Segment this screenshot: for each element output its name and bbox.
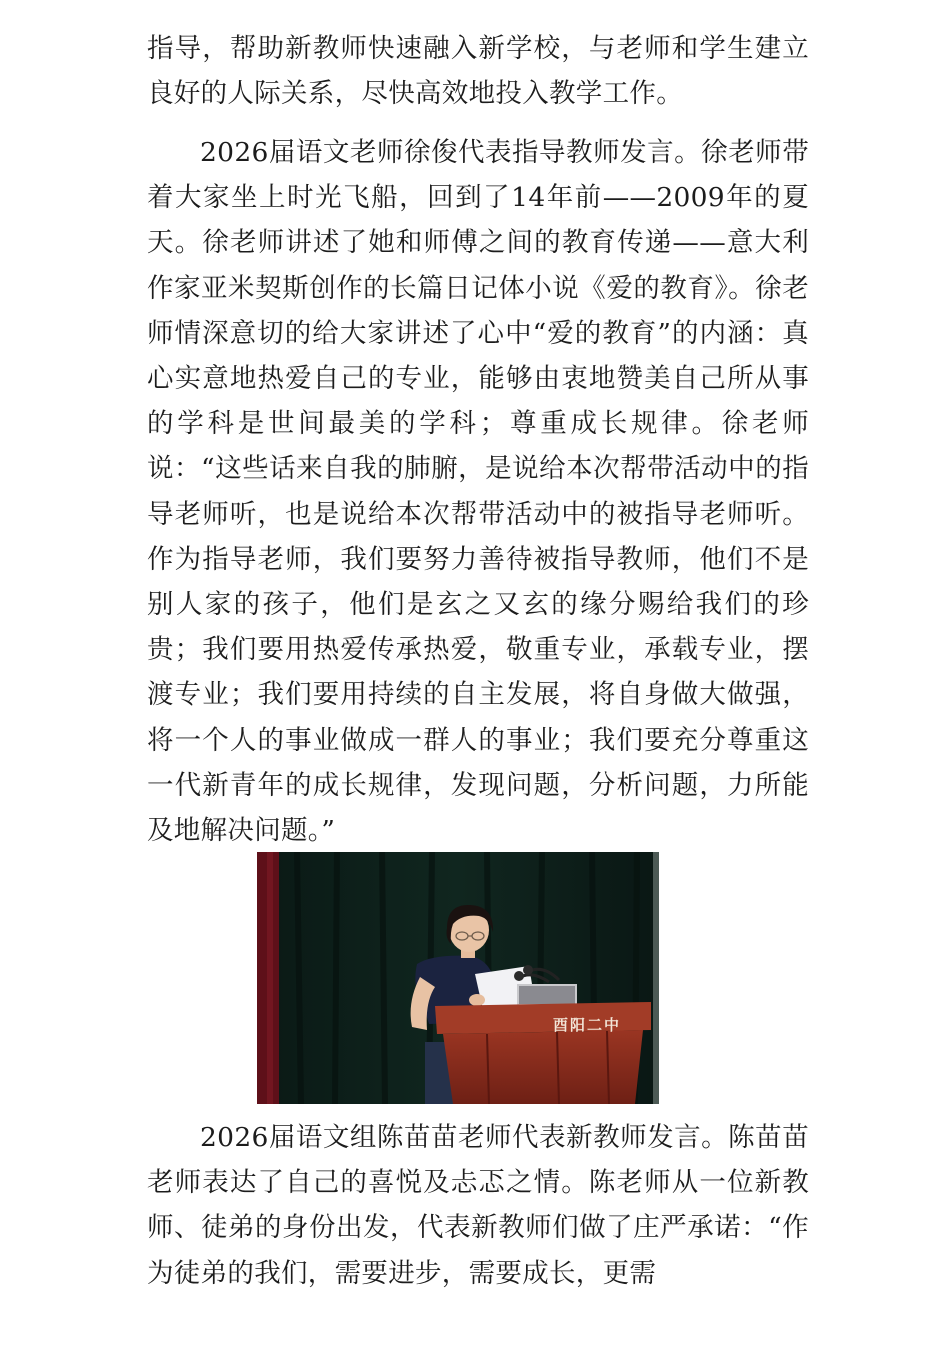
text-block-middle [147, 130, 809, 853]
podium-label: 酉阳二中 [553, 1016, 622, 1034]
text-block-bottom [147, 1115, 809, 1296]
speaker-photo [257, 852, 659, 1104]
photo-illustration [257, 852, 659, 1104]
paragraph: 指导，帮助新教师快速融入新学校，与老师和学生建立良好的人际关系，尽快高效地投入教学工作。 [147, 33, 809, 110]
paragraph: 2026届语文老师徐俊代表指导教师发言。徐老师带着大家坐上时光飞船，回到了14年前——2009年的夏天。徐老师讲述了她和师傅之间的教育传递——意大利作家亚米契斯创作的长篇日记体小说《爱的教育》。徐老师情深意切的给大家讲述了心中“爱的教育”的内涵：真心实意地热爱自己的专业，能够由衷地赞美自己所从事的学科是世间最美的学科；尊重成长规律。徐老师说：“这些话来自我的肺腑，是说给本次帮带活动中的指导老师听，也是说给本次帮带活动中的被指导老师听。作为指导老师，我们要努力善待被指导教师，他们不是别人家的孩子，他们是玄之又玄的缘分赐给我们的珍贵；我们要用热爱传承热爱，敬重专业，承载专业，摆渡专业；我们要用持续的自主发展，将自身做大做强，将一个人的事业做成一群人的事业；我们要充分尊重这一代新青年的成长规律，发现问题，分析问题，力所能及地解决问题。” [147, 137, 810, 847]
text-block-top [147, 26, 809, 116]
paragraph: 2026届语文组陈苗苗老师代表新教师发言。陈苗苗老师表达了自己的喜悦及忐忑之情。陈老师从一位新教师、徒弟的身份出发，代表新教师们做了庄严承诺：“作为徒弟的我们，需要进步，需要成长，更需 [147, 1122, 809, 1289]
